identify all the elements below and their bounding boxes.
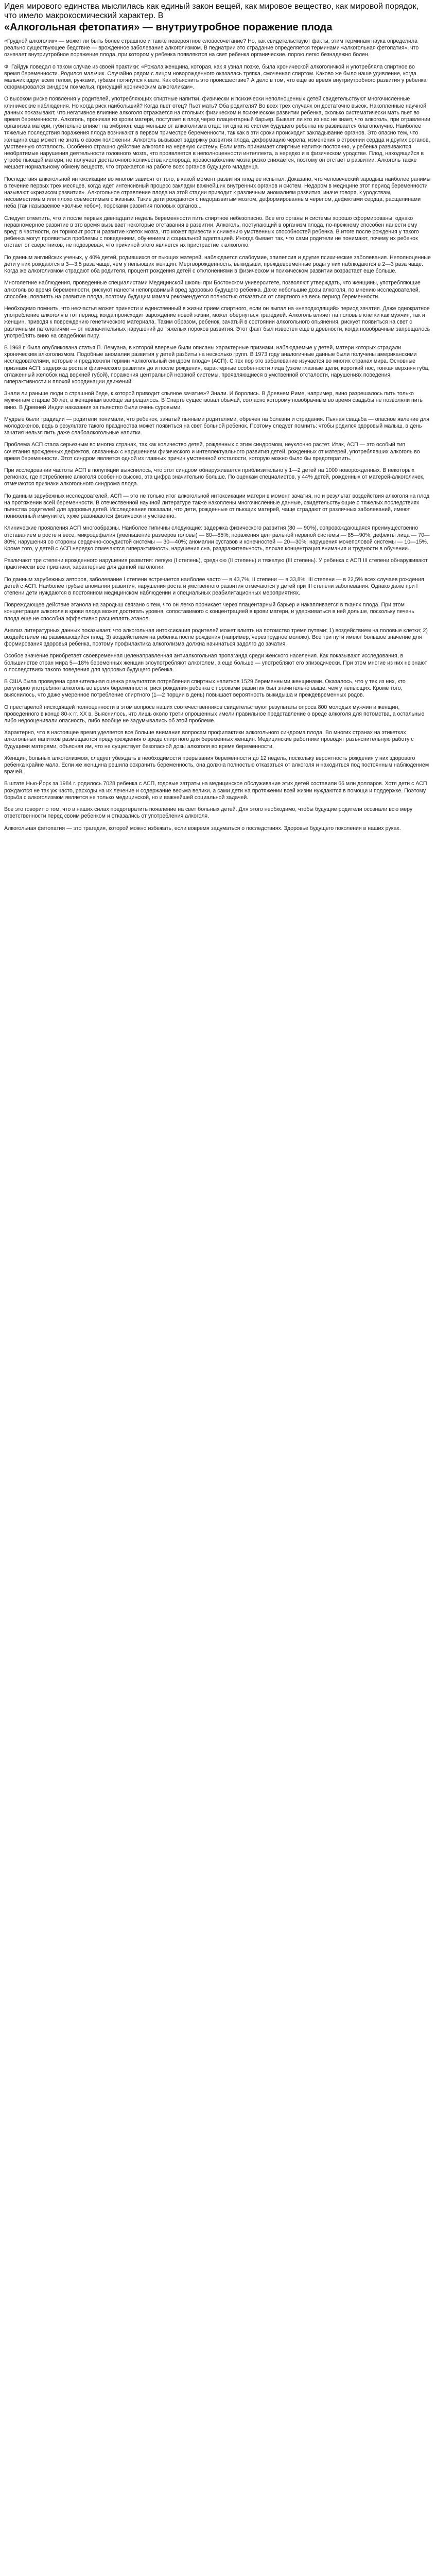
- article-paragraph: Особое значение приобретает своевременная целенаправленная антиалкогольная пропаганда среди женского населения. Как показывают исследования, в большинстве стран мира 5—18% беременных женщин злоупотребляют алкоголем, а еще больше — употребляют его эпизодически. При этом многие из них не знают о последствиях такого поведения для здоровья будущего ребенка.: [4, 653, 427, 673]
- lead-text: Идея мирового единства мыслилась как единый закон вещей, как мировое вещество, как мировой порядок, что имело макрокосмический характер. В: [4, 2, 419, 20]
- article-paragraph: Характерно, что в настоящее время уделяется все больше внимания вопросам профилактики алкогольного синдрома плода. Во многих странах на этикетках алкогольных напитков размещаются предупреждения о вреде спиртного для беременных женщин. Медицинские работники проводят разъяснительную работу с будущими матерями, объясняя им, что не существует безопасной дозы алкоголя во время беременности.: [4, 730, 414, 750]
- article-paragraph: Проблема АСП стала серьезным во многих странах, так как количество детей, рожденных с этим синдромом, неуклонно растет. Итак, АСП — это особый тип сочетания врожденных дефектов, связанных с нарушением физического и интеллектуального развития детей, рожденных от матерей, употреблявших алкоголь во время беременности. Этот синдром является одной из главных причин умственной отсталости, которую можно было бы предотвратить.: [4, 442, 420, 462]
- article-paragraph: О высоком риске появления у родителей, употребляющих спиртные напитки, физически и психически неполноценных детей свидетельствуют многочисленные клинические наблюдения. Но когда риск наибольший? Когда пьет отец? Пьет мать? Оба родителя? Во всех трех случаях он достаточно высок. Накопленные научной данных показывают, что негативное влияние алкоголя отражается на стольких физическом и психическом развитии ребенка, сколько систематически мать пьет во время беременности. Алкоголь, проникая из крови матери, поступает в плод через плацентарный барьер. Бывает ли кто из нас не знает, что алкоголь, при отравлении организма матери, губительно влияет на эмбрион; еще меньше от алкоголизма отца: ни одна из систем будущего ребенка не развивается благополучно. Наиболее тяжелые последствия поражения плода возникают в первом триместре беременности, так как в эти сроки происходит закладывание органов. Это опасно тем, что женщина еще может не знать о своем положении. Алкоголь вызывает задержку развития плода, деформацию черепа, изменения в строении сердца и других органов, умственную отсталость. Особенно страшно действие алкоголя на нервную систему. Если мать принимает спиртные напитки постоянно, у ребенка развиваются необратимые нарушения деятельности головного мозга, что проявляется в неполноценности интеллекта, а нередко и в физическом уродстве. Плод, находящийся в утробе пьющей матери, не получает достаточного количества кислорода, кровоснабжение мозга резко снижается, поэтому он отстает в развитии. Алкоголь также мешает нормальному обмену веществ, что отражается на работе всех органов будущего младенца.: [4, 96, 430, 171]
- article-paragraph: Различают три степени врожденного нарушения развития: легкую (I степень), среднюю (II степень) и тяжелую (III степень). У ребенка с АСП III степени обнаруживают практически все признаки, характерные для данной патологии.: [4, 557, 428, 571]
- article-paragraph: Женщин, больных алкоголизмом, следует убеждать в необходимости прерывания беременности до 12 недель, поскольку вероятность рождения у них здорового ребенка крайне мала. Если же женщина решила сохранить беременность, она должна полностью отказаться от алкоголя и находиться под постоянным наблюдением врачей.: [4, 755, 429, 775]
- article-paragraph: В США была проведена сравнительная оценка результатов потребления спиртных напитков 1529 беременными женщинами. Оказалось, что у тех из них, кто регулярно употреблял алкоголь во время беременности, риск рождения ребенка с пороками развития был значительно выше, чем у непьющих. Кроме того, выяснилось, что даже умеренное потребление спиртного (1—2 порции в день) повышает вероятность выкидыша и преждевременных родов.: [4, 679, 406, 699]
- article-paragraph: Мудрые были традиции — родители понимали, что ребенок, зачатый пьяными родителями, обречен на болезни и страдания. Пьяная свадьба — опасное явление для молодоженов, ведь в результате такого празднества может появиться на свет больной ребенок. Поэтому следует помнить: чтобы родился здоровый малыш, в день зачатия нельзя пить даже слабоалкогольные напитки.: [4, 416, 430, 436]
- article-paragraph: Последствия алкогольной интоксикации во многом зависят от того, в какой момент развития плод ее испытал. Доказано, что человеческий зародыш наиболее ранимы в течение первых трех месяцев, когда идет интенсивный процесс закладки важнейших внутренних органов и систем. Недаром в медицине этот период беременности называют «кризисом развития». Алкогольное отравление плода на этой стадии приводит к различным аномалиям развития, иначе говоря, к уродствам, несовместимым или плохо совместимым с жизнью. Такие дети рождаются с недоразвитым мозгом, деформированным черепом, дефектами сердца, расщелинами неба (так называемое «волчье небо»), пороками развития половых органов...: [4, 176, 431, 210]
- article-paragraph: «Грудной алкоголик» — может ли быть более страшное и также невероятное словосочетание? Но, как свидетельствуют факты, этим терминам наука определила реально существующее бедствие — врожденное заболевание алкоголизмом. В педиатрии это страдание определяется терминами «алкогольная фетопатия», что означает внутриутробное поражение плода, при котором у ребенка появляются на свет ребенка органические, порою легко безнадежно болен.: [4, 38, 419, 58]
- article-paragraph: В 1968 г. была опубликована статья П. Лемуана, в которой впервые были описаны характерные признаки, наблюдаемые у детей, матери которых страдали хроническим алкоголизмом. Подобные аномалии развития у детей разбиты на несколько групп. В 1973 году аналогичные данные были получены американскими исследователями, которые и предложили термин «алкогольный синдром плода» (АСП). С тех пор это заболевание изучается во многих странах мира. Основные признаки АСП: задержка роста и физического развития до и после рождения, характерные особенности лица (узкие глазные щели, короткий нос, тонкая верхняя губа, сглаженный желобок над верхней губой), поражения центральной нервной системы, проявляющиеся в умственной отсталости, нарушениях поведения, гиперактивности и плохой координации движений.: [4, 344, 430, 385]
- article-paragraph: Ф. Гайдук поведал о таком случае из своей практики: «Рожала женщина, которая, как я узнал позже, была хронической алкоголичкой и употребляла спиртное во время беременности. Родился мальчик. Случайно рядом с лицом новорожденного оказалась тряпка, смоченная спиртом. Каково же было наше удивление, когда мальчик вдруг всем телом, ручками, губами потянулся к вате. Как объяснить это происшествие? А дело в том, что еще во время внутриутробного развития у ребенка сформировался синдром похмелья, присущий хроническим алкоголикам».: [4, 63, 427, 91]
- article-paragraph: Все это говорит о том, что в наших силах предотвратить появление на свет больных детей. Для этого необходимо, чтобы будущие родители осознали всю меру ответственности перед своим ребенком и отказались от употребления алкоголя.: [4, 806, 413, 820]
- article-body: [4, 38, 431, 832]
- article-paragraph: Анализ литературных данных показывает, что алкогольная интоксикация родителей может влиять на потомство тремя путями: 1) воздействием на половые клетки; 2) воздействием на развивающийся плод; 3) воздействием на ребенка после рождения (например, через грудное молоко). Все три пути имеют большое значение для формирования здоровья ребенка, поэтому профилактика алкоголизма должна начинаться задолго до зачатия.: [4, 627, 428, 648]
- article-paragraph: Следует отметить, что и после первых двенадцати недель беременности пить спиртное небезопасно. Все его органы и системы хорошо сформированы, однако неравномерное развитие в это время вызывает некоторые отставания в развитии. Алкоголь, поступающий в организм плода, по-прежнему способен нанести ему вред: в частности, он тормозит рост и развитие клеток мозга, что может привести к снижению умственных способностей ребенка. В итоге после рождения у такого ребенка могут проявиться проблемы с поведением, обучением и социальной адаптацией. Иногда бывает так, что сами родители не понимают, почему их ребенок отстает от сверстников, не подозревая, что причиной этого является их пристрастие к алкоголю.: [4, 215, 419, 249]
- article-paragraph: При исследовании частоты АСП в популяции выяснилось, что этот синдром обнаруживается приблизительно у 1—2 детей на 1000 новорожденных. В некоторых регионах, где потребление алкоголя особенно высоко, эта цифра значительно больше. По оценкам специалистов, у 44% детей, рожденных от матерей-алкоголичек, отмечаются признаки алкогольного синдрома плода.: [4, 467, 425, 487]
- article-paragraph: О престарелой нисходящей полноценности в этом вопросе наших соотечественников свидетельствуют результаты опроса 800 молодых мужчин и женщин, проведенного в конце 80-х гг. XX в. Выяснилось, что лишь около трети опрошенных имели правильное представление о вреде алкоголя для потомства, а остальные либо недооценивали опасность, либо вообще не задумывались об этой проблеме.: [4, 704, 425, 724]
- article-paragraph: По данным зарубежных авторов, заболевание I степени встречается наиболее часто — в 43,7%, II степени — в 33,8%, III степени — в 22,5% всех случаев рождения детей с АСП. Наиболее грубые аномалии развития, нарушения роста и умственного развития отмечаются у детей при III степени заболевания. Однако даже при I степени дети нуждаются в постоянном медицинском наблюдении и специальных реабилитационных мероприятиях.: [4, 576, 424, 597]
- article-paragraph: Необходимо помнить, что несчастья может принести и единственный в жизни прием спиртного, если он выпал на «неподходящий» период зачатия. Даже однократное употребление алкоголя в тот период, когда происходит зарождение новой жизни, может обернуться трагедией. Алкоголь влияет на половые клетки как мужчин, так и женщин, приводя к повреждению генетического материала. Таким образом, ребенок, зачатый в состоянии алкогольного опьянения, рискует появиться на свет с различными патологиями — от незначительных нарушений до тяжелых пороков развития. Этот факт был известен еще в древности, когда новобрачным запрещалось употреблять вино на свадебном пиру.: [4, 305, 430, 339]
- article-paragraph: Клинические проявления АСП многообразны. Наиболее типичны следующие: задержка физического развития (80 — 90%), сопровождающаяся преимущественно отставанием в росте и весе; микроцефалия (уменьшение размеров головы) — 80—85%; поражения центральной нервной системы — 85—90%; дефекты лица — 70—80%; нарушения со стороны сердечно-сосудистой системы — 30—40%; аномалии суставов и конечностей — 20—30%; нарушения мочеполовой системы — 10—15%. Кроме того, у детей с АСП нередко отмечаются гиперактивность, нарушения сна, раздражительность, плохая концентрация внимания и трудности в обучении.: [4, 525, 430, 552]
- article-paragraph: В штате Нью-Йорк за 1984 г. родилось 7028 ребенка с АСП, годовые затраты на медицинское обслуживание этих детей составили 66 млн долларов. Хотя дети с АСП рождаются не так уж часто, расходы на их лечение и содержание весьма велики, а сами дети на протяжении всей жизни нуждаются в помощи и поддержке. Поэтому борьба с алкоголизмом является не только медицинской, но и важнейшей социальной задачей.: [4, 781, 427, 801]
- article-paragraph: Многолетние наблюдения, проведенные специалистами Медицинской школы при Бостонском университете, позволяют утверждать, что женщины, употребляющие алкоголь во время беременности, рискуют нанести непоправимый вред здоровью будущего ребенка. Даже небольшие дозы алкоголя, по мнению исследователей, способны повлиять на развитие плода, поэтому будущим мамам рекомендуется полностью отказаться от спиртного на весь период беременности.: [4, 280, 421, 300]
- article-title: «Алкогольная фетопатия» — внутриутробное поражение плода: [4, 22, 333, 33]
- article-paragraph: Знали ли раньше люди о страшной беде, к которой приводит «пьяное зачатие»? Знали. И боролись. В Древнем Риме, например, вино разрешалось пить только мужчинам старше 30 лет, а женщинам вообще запрещалось. В Спарте существовал обычай, согласно которому новобрачным во время свадьбы не позволяли пить вино. В Древней Индии наказания за пьянство были очень суровыми.: [4, 391, 423, 411]
- article-paragraph: По данным английских ученых, у 40% детей, родившихся от пьющих матерей, наблюдается слабоумие, эпилепсия и другие психические заболевания. Неполноценные дети у них рождаются в 3—3,5 раза чаще, чем у непьющих женщин. Мертворожденность, выкидыши, преждевременные роды у них наблюдаются в 2—3 раза чаще. Когда же алкоголизмом страдают оба родителя, процент рождения детей с отклонениями в физическом и психическом развитии возрастает еще больше.: [4, 254, 431, 275]
- article-paragraph: По данным зарубежных исследователей, АСП — это не только итог алкогольной интоксикации матери в момент зачатия, но и результат воздействия алкоголя на плод на протяжении всей беременности. В отечественной научной литературе также накоплены многочисленные данные, свидетельствующие о тяжелых последствиях пьянства родителей для здоровья детей. Исследования показали, что дети, рожденные от пьющих матерей, чаще страдают от различных заболеваний, имеют пониженный иммунитет, хуже развиваются физически и умственно.: [4, 493, 430, 520]
- article: [0, 0, 436, 842]
- article-paragraph: Повреждающее действие этанола на зародыш связано с тем, что он легко проникает через плацентарный барьер и накапливается в тканях плода. При этом концентрация алкоголя в крови плода может достигать уровня, сопоставимого с концентрацией в крови матери, и удерживаться в ней дольше, поскольку печень плода еще не способна эффективно расщеплять этанол.: [4, 602, 414, 622]
- article-paragraph: Алкогольная фетопатия — это трагедия, которой можно избежать, если вовремя задуматься о последствиях. Здоровье будущего поколения в наших руках.: [4, 825, 401, 832]
